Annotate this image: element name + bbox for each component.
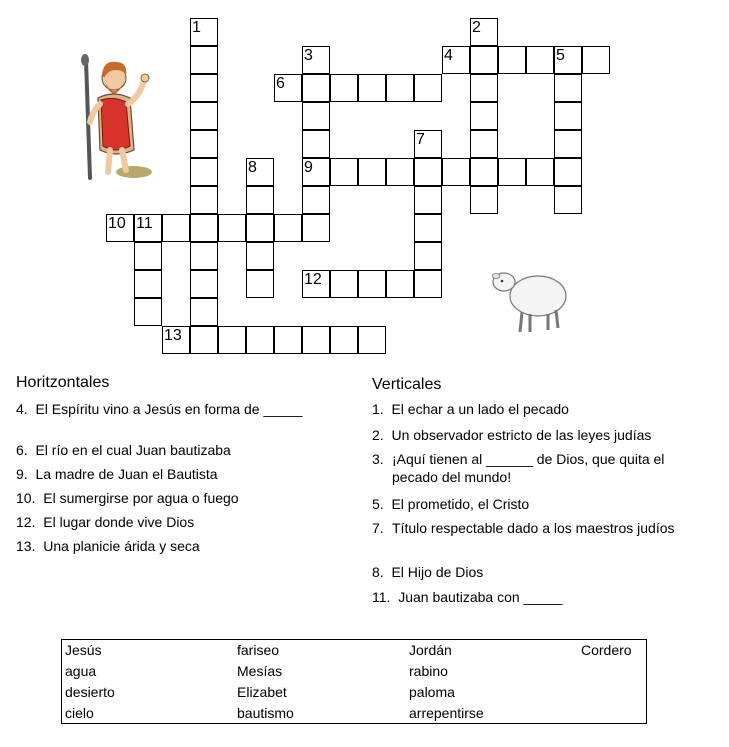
word-bank-item: Elizabet [237,684,287,700]
crossword-cell[interactable] [554,74,582,102]
crossword-cell[interactable] [246,270,274,298]
clue-h9 [16,465,356,483]
crossword-cell[interactable] [358,74,386,102]
word-bank-item: rabino [409,663,448,679]
crossword-cell[interactable] [330,326,358,354]
crossword-cell[interactable] [582,46,610,74]
crossword-cell[interactable] [414,74,442,102]
crossword-cell[interactable] [190,130,218,158]
crossword-cell[interactable] [442,158,470,186]
crossword-cell[interactable] [302,102,330,130]
crossword-cell[interactable] [302,186,330,214]
word-bank-item: paloma [409,684,455,700]
clue-text: El lugar donde vive Dios [43,514,195,530]
clue-text: El sumergirse por agua o fuego [43,490,239,506]
crossword-cell[interactable] [302,130,330,158]
word-bank-item: Mesías [237,663,283,679]
crossword-cell[interactable] [526,158,554,186]
crossword-cell[interactable] [134,298,162,326]
clue-number: 6. [16,442,28,458]
word-bank-item: Jordán [409,642,452,658]
clue-v2 [372,426,712,444]
crossword-cell[interactable] [470,158,498,186]
clue-v5 [372,495,712,513]
clue-number: 5. [372,496,384,512]
clue-number: 8. [372,564,384,580]
clue-number: 4. [16,401,28,417]
crossword-cell[interactable] [470,186,498,214]
crossword-cell[interactable] [190,214,218,242]
john-the-baptist-illustration [68,50,164,180]
clue-number-label: 8 [248,159,257,176]
crossword-cell[interactable] [190,158,218,186]
clue-text: La madre de Juan el Bautista [35,466,218,482]
crossword-cell[interactable] [526,46,554,74]
crossword-cell[interactable] [302,74,330,102]
clue-number-label: 9 [304,159,313,176]
clue-number-label: 4 [444,47,453,64]
crossword-cell[interactable] [414,158,442,186]
clue-number: 3. [372,451,384,467]
clue-text: Un observador estricto de las leyes judías [391,427,652,443]
horizontal-clues [16,374,356,574]
clue-text: El Espíritu vino a Jesús en forma de _____ [35,401,303,417]
crossword-cell[interactable] [414,270,442,298]
clue-text: Título respectable dado a los maestros judíos [392,520,675,536]
crossword-cell[interactable] [190,102,218,130]
crossword-cell[interactable] [386,158,414,186]
crossword-cell[interactable] [190,74,218,102]
clue-number-label: 11 [136,215,153,232]
clue-number: 9. [16,466,28,482]
crossword-cell[interactable] [246,214,274,242]
clue-number: 13. [16,538,36,554]
crossword-cell[interactable] [554,102,582,130]
crossword-cell[interactable] [246,186,274,214]
clue-number-label: 12 [304,271,322,288]
crossword-cell[interactable] [470,102,498,130]
crossword-cell[interactable] [470,74,498,102]
clue-v11 [372,588,712,606]
word-bank-item: agua [65,663,97,679]
word-bank-item: desierto [65,684,115,700]
crossword-cell[interactable] [190,298,218,326]
crossword-cell[interactable] [190,270,218,298]
word-bank-item: fariseo [237,642,280,658]
clue-number-label: 10 [108,215,126,232]
clue-text: El echar a un lado el pecado [391,401,569,417]
crossword-cell[interactable] [414,214,442,242]
crossword-cell[interactable] [386,74,414,102]
word-bank [61,639,647,724]
horizontal-title: Horitzontales [16,374,110,391]
word-bank-item: bautismo [237,705,294,721]
crossword-cell[interactable] [218,214,246,242]
clue-v8 [372,563,712,581]
crossword-cell[interactable] [190,46,218,74]
vertical-title: Verticales [372,376,442,393]
word-bank-item: cielo [65,705,94,721]
clue-number-label: 2 [472,19,481,36]
clue-number-label: 13 [164,327,182,344]
crossword-cell[interactable] [330,158,358,186]
crossword-cell[interactable] [134,242,162,270]
crossword-cell[interactable] [190,326,218,354]
clue-number: 11. [372,589,391,605]
crossword-cell[interactable] [302,326,330,354]
clue-number: 12. [16,514,36,530]
clue-number: 2. [372,427,384,443]
clue-h10 [16,489,356,507]
crossword-cell[interactable] [498,158,526,186]
crossword-cell[interactable] [218,326,246,354]
clue-h13 [16,537,356,555]
word-bank-item: Jesús [65,642,102,658]
clue-text: ¡Aquí tienen al ______ de Dios, que quita el pecado del mundo! [392,451,665,485]
crossword-cell[interactable] [386,270,414,298]
clue-number: 1. [372,401,384,417]
crossword-cell[interactable] [470,130,498,158]
clue-text: Juan bautizaba con _____ [398,589,563,605]
crossword-cell[interactable] [414,242,442,270]
crossword-cell[interactable] [246,242,274,270]
clue-text: El Hijo de Dios [391,564,484,580]
crossword-cell[interactable] [470,46,498,74]
crossword-cell[interactable] [554,158,582,186]
crossword-cell[interactable] [358,158,386,186]
crossword-cell[interactable] [498,46,526,74]
clue-number: 7. [372,520,384,536]
crossword-cell[interactable] [358,270,386,298]
crossword-cell[interactable] [554,186,582,214]
crossword-cell[interactable] [134,270,162,298]
clue-number-label: 6 [276,75,285,92]
crossword-cell[interactable] [274,326,302,354]
clue-h12 [16,513,356,531]
clue-v1 [372,400,712,418]
clue-number-label: 7 [416,131,425,148]
word-bank-item: Cordero [581,642,632,658]
clue-number-label: 1 [192,19,201,36]
crossword-cell[interactable] [190,186,218,214]
crossword-cell[interactable] [554,130,582,158]
crossword-cell[interactable] [274,214,302,242]
crossword-cell[interactable] [190,242,218,270]
lamb-illustration [488,264,574,336]
crossword-cell[interactable] [330,270,358,298]
crossword-cell[interactable] [330,74,358,102]
clue-text: El prometido, el Cristo [391,496,530,512]
crossword-cell[interactable] [302,214,330,242]
clue-h4 [16,400,356,418]
vertical-clues [372,376,712,616]
crossword-cell[interactable] [246,326,274,354]
clue-number: 10. [16,490,36,506]
crossword-cell[interactable] [162,214,190,242]
clue-text: Una planicie árida y seca [43,538,200,554]
word-bank-item: arrepentirse [409,705,484,721]
clue-number-label: 3 [304,47,313,64]
crossword-cell[interactable] [358,326,386,354]
clue-h6 [16,441,356,459]
clue-number-label: 5 [556,47,565,64]
clue-text: El río en el cual Juan bautizaba [35,442,231,458]
crossword-cell[interactable] [414,186,442,214]
